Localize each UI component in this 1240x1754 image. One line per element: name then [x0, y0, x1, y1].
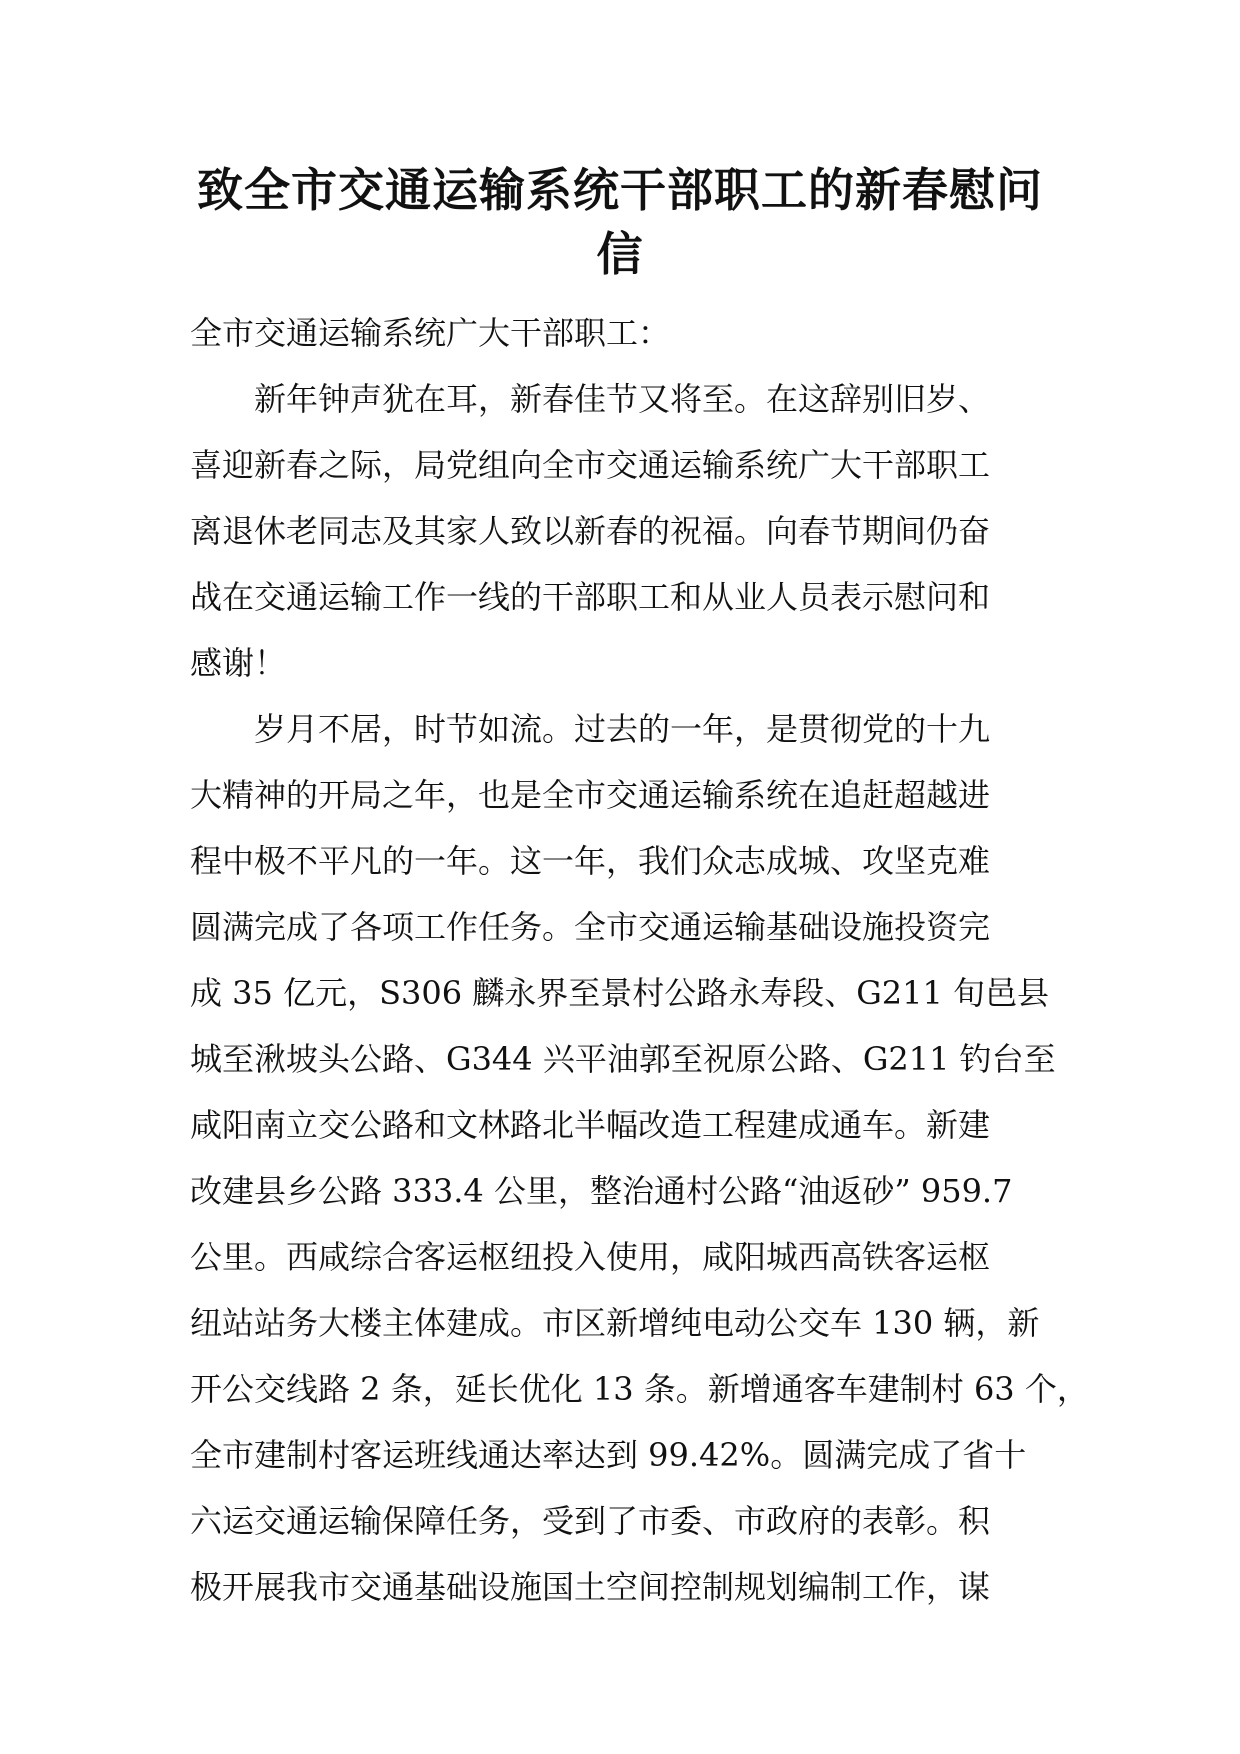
text-line: 感谢！ [190, 644, 287, 682]
text-line: 全市建制村客运班线通达率达到 99.42%。圆满完成了省十 [190, 1436, 1027, 1474]
salutation: 全市交通运输系统广大干部职工： [190, 314, 671, 352]
text-line: 公里。西咸综合客运枢纽投入使用，咸阳城西高铁客运枢 [190, 1238, 991, 1276]
text-line: 新年钟声犹在耳，新春佳节又将至。在这辞别旧岁、 [254, 380, 991, 418]
text-line: 纽站站务大楼主体建成。市区新增纯电动公交车 130 辆，新 [190, 1304, 1040, 1342]
text-line: 开公交线路 2 条，延长优化 13 条。新增通客车建制村 63 个， [190, 1370, 1089, 1408]
text-line: 岁月不居，时节如流。过去的一年，是贯彻党的十九 [254, 710, 991, 748]
text-line: 战在交通运输工作一线的干部职工和从业人员表示慰问和 [190, 578, 991, 616]
text-line: 城至湫坡头公路、G344 兴平油郭至祝原公路、G211 钓台至 [190, 1040, 1056, 1078]
text-line: 极开展我市交通基础设施国土空间控制规划编制工作，谋 [190, 1568, 991, 1606]
text-line: 改建县乡公路 333.4 公里，整治通村公路“油返砂” 959.7 [190, 1172, 1013, 1210]
text-line: 离退休老同志及其家人致以新春的祝福。向春节期间仍奋 [190, 512, 991, 550]
text-line: 程中极不平凡的一年。这一年，我们众志成城、攻坚克难 [190, 842, 991, 880]
text-line: 六运交通运输保障任务，受到了市委、市政府的表彰。积 [190, 1502, 991, 1540]
text-line: 咸阳南立交公路和文林路北半幅改造工程建成通车。新建 [190, 1106, 991, 1144]
paragraph-review [190, 696, 1089, 1620]
text-line: 圆满完成了各项工作任务。全市交通运输基础设施投资完 [190, 908, 991, 946]
document-title: 致全市交通运输系统干部职工的新春慰问信 [197, 163, 1043, 281]
text-line: 大精神的开局之年，也是全市交通运输系统在追赶超越进 [190, 776, 991, 814]
document-body [190, 300, 1089, 1620]
text-line: 喜迎新春之际，局党组向全市交通运输系统广大干部职工 [190, 446, 991, 484]
text-line: 成 35 亿元，S306 麟永界至景村公路永寿段、G211 旬邑县 [190, 974, 1050, 1012]
paragraph-greeting [190, 366, 1070, 696]
